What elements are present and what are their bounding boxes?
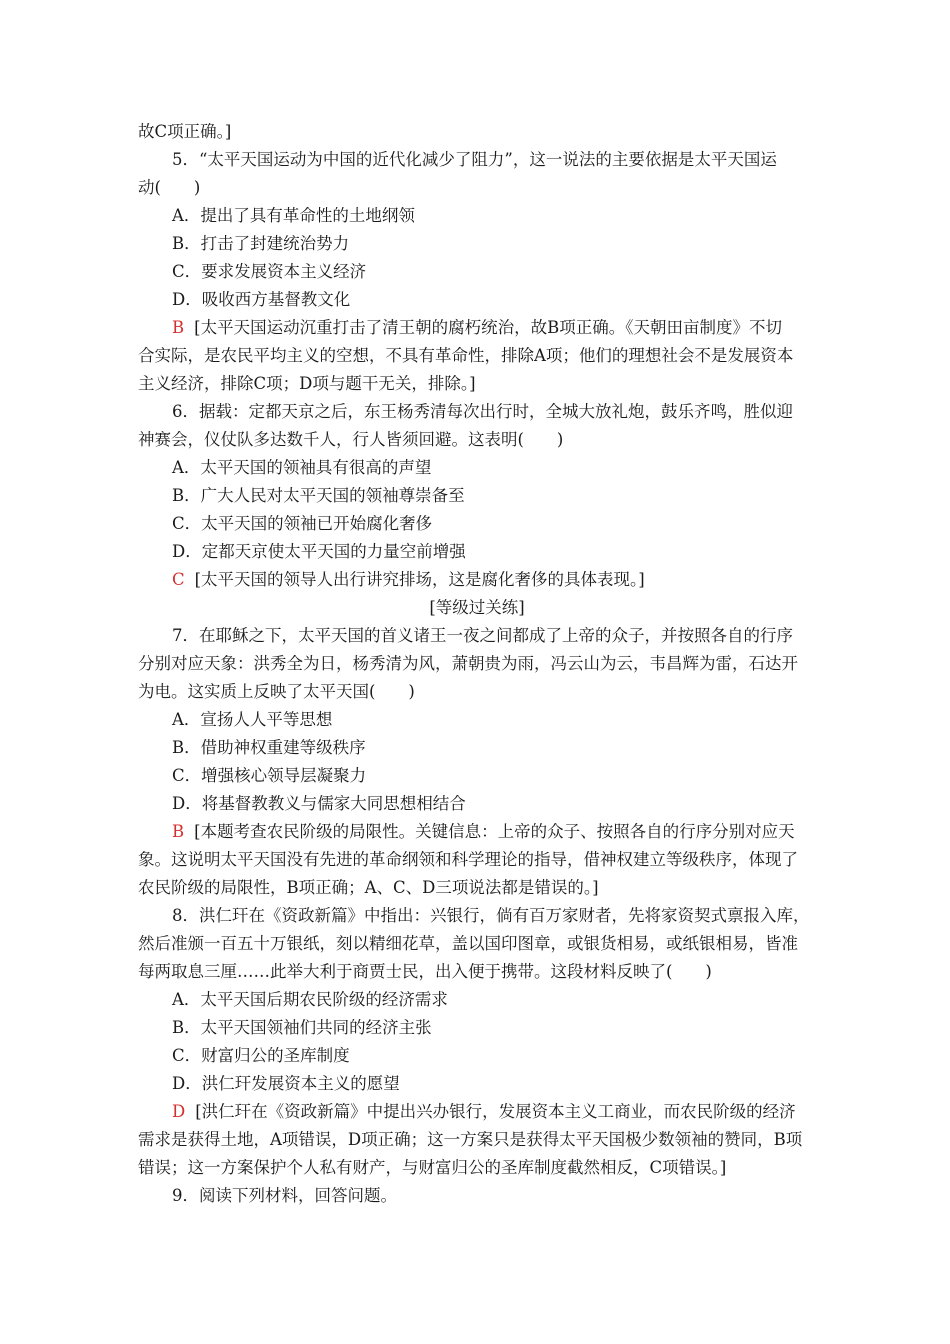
question-6 bbox=[138, 398, 816, 594]
explanation-text: [太平天国运动沉重打击了清王朝的腐朽统治，故B项正确。《天朝田亩制度》不切 bbox=[194, 318, 782, 337]
option-b: B．太平天国领袖们共同的经济主张 bbox=[172, 1018, 432, 1037]
option-d: D．将基督教教义与儒家大同思想相结合 bbox=[172, 794, 466, 813]
explanation bbox=[138, 818, 816, 846]
question-stem: 9．阅读下列材料，回答问题。 bbox=[172, 1186, 397, 1205]
explanation-text: 主义经济，排除C项；D项与题干无关，排除。] bbox=[138, 374, 476, 393]
option-a: A．太平天国后期农民阶级的经济需求 bbox=[172, 990, 448, 1009]
answer-letter: D bbox=[172, 1102, 186, 1121]
option-c: C．增强核心领导层凝聚力 bbox=[172, 766, 367, 785]
answer-letter: B bbox=[172, 822, 185, 841]
explanation-text: [本题考查农民阶级的局限性。关键信息：上帝的众子、按照各自的行序分别对应天 bbox=[194, 822, 795, 841]
explanation-text: 象。这说明太平天国没有先进的革命纲领和科学理论的指导，借神权建立等级秩序，体现了 bbox=[138, 850, 798, 869]
explanation-text: [洪仁玕在《资政新篇》中提出兴办银行，发展资本主义工商业，而农民阶级的经济 bbox=[195, 1102, 796, 1121]
question-stem: 分别对应天象：洪秀全为日，杨秀清为风，萧朝贵为雨，冯云山为云，韦昌辉为雷，石达开 bbox=[138, 654, 798, 673]
question-5 bbox=[138, 146, 816, 398]
explanation bbox=[138, 314, 816, 342]
section-title: [等级过关练] bbox=[429, 598, 525, 617]
answer-letter: B bbox=[172, 318, 185, 337]
question-stem: 动( ) bbox=[138, 178, 201, 197]
explanation-text: [太平天国的领导人出行讲究排场，这是腐化奢侈的具体表现。] bbox=[194, 570, 645, 589]
explanation-text: 合实际，是农民平均主义的空想，不具有革命性，排除A项；他们的理想社会不是发展资本 bbox=[138, 346, 794, 365]
answer-letter: C bbox=[172, 570, 185, 589]
question-stem: 神赛会，仪仗队多达数千人，行人皆须回避。这表明( ) bbox=[138, 430, 564, 449]
option-a: A．宣扬人人平等思想 bbox=[172, 710, 333, 729]
explanation-text: 农民阶级的局限性，B项正确；A、C、D三项说法都是错误的。] bbox=[138, 878, 599, 897]
option-b: B．打击了封建统治势力 bbox=[172, 234, 350, 253]
option-a: A．太平天国的领袖具有很高的声望 bbox=[172, 458, 432, 477]
question-9 bbox=[138, 1182, 816, 1210]
option-c: C．财富归公的圣库制度 bbox=[172, 1046, 350, 1065]
question-stem: 然后准颁一百五十万银纸，刻以精细花草，盖以国印图章，或银货相易，或纸银相易，皆准 bbox=[138, 934, 798, 953]
question-stem: 7．在耶稣之下，太平天国的首义诸王一夜之间都成了上帝的众子，并按照各自的行序 bbox=[172, 626, 793, 645]
question-7 bbox=[138, 622, 816, 902]
explanation-text: 需求是获得土地，A项错误，D项正确；这一方案只是获得太平天国极少数领袖的赞同，B项 bbox=[138, 1130, 803, 1149]
question-stem: 为电。这实质上反映了太平天国( ) bbox=[138, 682, 415, 701]
question-stem: 每两取息三厘……此举大利于商贾士民，出入便于携带。这段材料反映了( ) bbox=[138, 962, 712, 981]
question-stem: 6．据载：定都天京之后，东王杨秀清每次出行时，全城大放礼炮，鼓乐齐鸣，胜似迎 bbox=[172, 402, 793, 421]
question-stem: 5．“太平天国运动为中国的近代化减少了阻力”，这一说法的主要依据是太平天国运 bbox=[172, 150, 777, 169]
question-8 bbox=[138, 902, 816, 1182]
q4-explanation-tail: 故C项正确。] bbox=[138, 122, 232, 141]
explanation-text: 错误；这一方案保护个人私有财产，与财富归公的圣库制度截然相反，C项错误。] bbox=[138, 1158, 727, 1177]
page-content bbox=[138, 118, 816, 1210]
explanation bbox=[138, 1098, 816, 1126]
option-d: D．定都天京使太平天国的力量空前增强 bbox=[172, 542, 466, 561]
explanation bbox=[138, 566, 816, 594]
option-b: B．广大人民对太平天国的领袖尊崇备至 bbox=[172, 486, 465, 505]
option-d: D．吸收西方基督教文化 bbox=[172, 290, 351, 309]
option-c: C．太平天国的领袖已开始腐化奢侈 bbox=[172, 514, 433, 533]
option-c: C．要求发展资本主义经济 bbox=[172, 262, 367, 281]
option-a: A．提出了具有革命性的土地纲领 bbox=[172, 206, 415, 225]
option-d: D．洪仁玕发展资本主义的愿望 bbox=[172, 1074, 400, 1093]
option-b: B．借助神权重建等级秩序 bbox=[172, 738, 366, 757]
question-stem: 8．洪仁玕在《资政新篇》中指出：兴银行，倘有百万家财者，先将家资契式禀报入库， bbox=[172, 906, 810, 925]
